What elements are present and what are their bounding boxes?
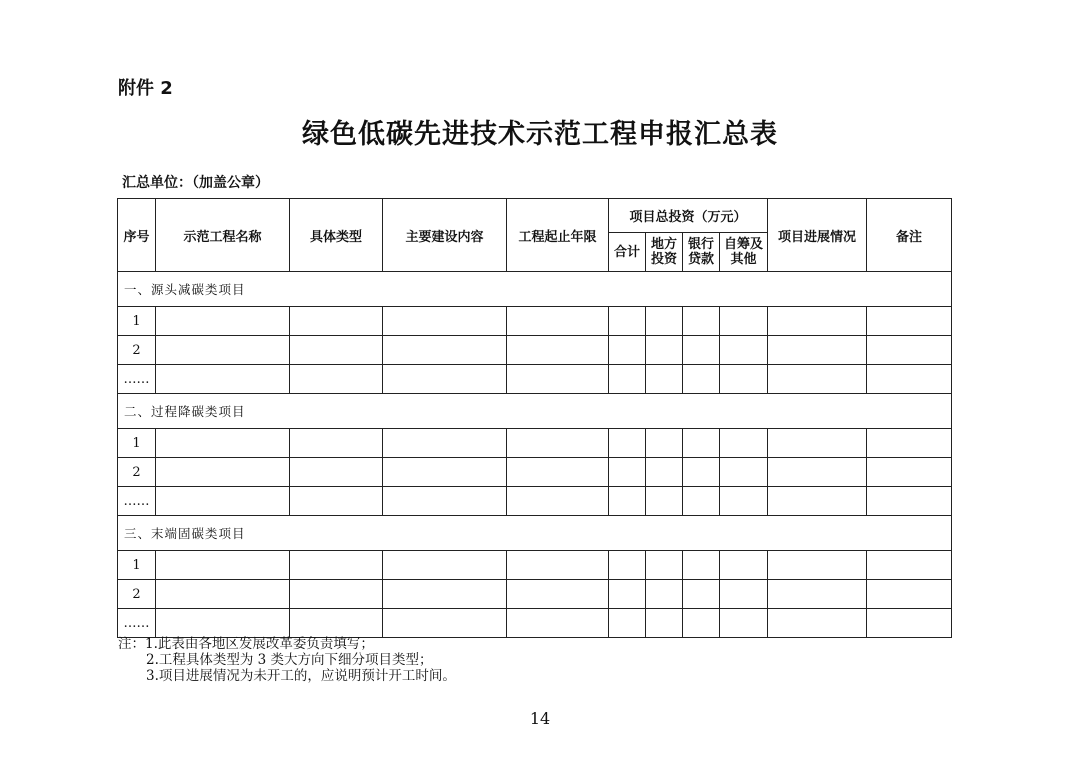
cell-project-name[interactable] [156, 609, 290, 638]
cell-investment-bank[interactable] [683, 307, 720, 336]
table-header [118, 199, 952, 272]
cell-investment-total[interactable] [609, 487, 646, 516]
cell-remarks[interactable] [867, 307, 952, 336]
cell-years[interactable] [507, 458, 609, 487]
cell-main-content[interactable] [383, 307, 507, 336]
cell-investment-local[interactable] [646, 487, 683, 516]
cell-project-name[interactable] [156, 551, 290, 580]
cell-specific-type[interactable] [290, 580, 383, 609]
cell-progress[interactable] [768, 609, 867, 638]
table-notes [118, 636, 456, 684]
cell-investment-self[interactable] [720, 609, 768, 638]
header-investment-self-line1: 自筹及 [724, 237, 764, 252]
table-row [118, 609, 952, 638]
cell-investment-self[interactable] [720, 307, 768, 336]
section-row [118, 272, 952, 307]
cell-specific-type[interactable] [290, 551, 383, 580]
cell-investment-bank[interactable] [683, 609, 720, 638]
cell-specific-type[interactable] [290, 487, 383, 516]
header-investment-bank [683, 233, 720, 272]
cell-project-name[interactable] [156, 336, 290, 365]
cell-remarks[interactable] [867, 429, 952, 458]
page-number: 14 [529, 709, 551, 728]
cell-progress[interactable] [768, 551, 867, 580]
cell-specific-type[interactable] [290, 365, 383, 394]
cell-investment-self[interactable] [720, 487, 768, 516]
cell-investment-total[interactable] [609, 336, 646, 365]
cell-main-content[interactable] [383, 580, 507, 609]
cell-project-name[interactable] [156, 580, 290, 609]
header-years: 工程起止年限 [507, 199, 609, 272]
header-specific-type: 具体类型 [290, 199, 383, 272]
row-number: 2 [118, 336, 156, 365]
cell-investment-self[interactable] [720, 336, 768, 365]
header-investment-total: 合计 [609, 233, 646, 272]
cell-investment-local[interactable] [646, 580, 683, 609]
cell-investment-bank[interactable] [683, 336, 720, 365]
cell-specific-type[interactable] [290, 336, 383, 365]
cell-investment-local[interactable] [646, 307, 683, 336]
cell-remarks[interactable] [867, 458, 952, 487]
section-row [118, 394, 952, 429]
section-row [118, 516, 952, 551]
cell-project-name[interactable] [156, 458, 290, 487]
table-row [118, 551, 952, 580]
table-row [118, 458, 952, 487]
cell-investment-local[interactable] [646, 365, 683, 394]
header-main-content: 主要建设内容 [383, 199, 507, 272]
cell-progress[interactable] [768, 580, 867, 609]
cell-investment-self[interactable] [720, 365, 768, 394]
cell-project-name[interactable] [156, 487, 290, 516]
section-title: 三、末端固碳类项目 [118, 516, 952, 551]
header-investment-self [720, 233, 768, 272]
cell-progress[interactable] [768, 458, 867, 487]
cell-specific-type[interactable] [290, 458, 383, 487]
cell-remarks[interactable] [867, 609, 952, 638]
cell-remarks[interactable] [867, 580, 952, 609]
header-project-name: 示范工程名称 [156, 199, 290, 272]
cell-specific-type[interactable] [290, 609, 383, 638]
row-number: 2 [118, 458, 156, 487]
cell-project-name[interactable] [156, 307, 290, 336]
row-number: …… [118, 365, 156, 394]
cell-investment-self[interactable] [720, 580, 768, 609]
cell-investment-self[interactable] [720, 458, 768, 487]
header-investment-bank-line1: 银行 [687, 237, 714, 252]
summary-unit-label: 汇总单位：（加盖公章） [122, 175, 269, 191]
cell-project-name[interactable] [156, 429, 290, 458]
cell-project-name[interactable] [156, 365, 290, 394]
table-row [118, 429, 952, 458]
cell-investment-self[interactable] [720, 429, 768, 458]
row-number: 1 [118, 551, 156, 580]
cell-progress[interactable] [768, 365, 867, 394]
cell-investment-bank[interactable] [683, 580, 720, 609]
header-investment-local-line1: 地方 [650, 237, 677, 252]
section-title: 一、源头减碳类项目 [118, 272, 952, 307]
application-summary-table [117, 198, 952, 638]
cell-investment-self[interactable] [720, 551, 768, 580]
cell-specific-type[interactable] [290, 429, 383, 458]
cell-specific-type[interactable] [290, 307, 383, 336]
header-remarks: 备注 [867, 199, 952, 272]
cell-investment-local[interactable] [646, 429, 683, 458]
table-row [118, 307, 952, 336]
cell-remarks[interactable] [867, 487, 952, 516]
row-number: 2 [118, 580, 156, 609]
header-investment-local [646, 233, 683, 272]
cell-years[interactable] [507, 487, 609, 516]
header-seq: 序号 [118, 199, 156, 272]
cell-investment-local[interactable] [646, 609, 683, 638]
cell-investment-total[interactable] [609, 365, 646, 394]
header-investment-local-line2: 投资 [650, 252, 677, 267]
cell-remarks[interactable] [867, 365, 952, 394]
header-investment-bank-line2: 贷款 [687, 252, 714, 267]
cell-years[interactable] [507, 336, 609, 365]
cell-investment-local[interactable] [646, 458, 683, 487]
cell-investment-bank[interactable] [683, 429, 720, 458]
cell-main-content[interactable] [383, 609, 507, 638]
cell-progress[interactable] [768, 307, 867, 336]
cell-remarks[interactable] [867, 336, 952, 365]
cell-main-content[interactable] [383, 429, 507, 458]
cell-remarks[interactable] [867, 551, 952, 580]
cell-years[interactable] [507, 307, 609, 336]
cell-investment-bank[interactable] [683, 458, 720, 487]
header-progress: 项目进展情况 [768, 199, 867, 272]
cell-years[interactable] [507, 429, 609, 458]
cell-investment-local[interactable] [646, 336, 683, 365]
note-line-2: 2.工程具体类型为 3 类大方向下细分项目类型； [146, 652, 433, 668]
cell-investment-total[interactable] [609, 429, 646, 458]
row-number: 1 [118, 429, 156, 458]
row-number: 1 [118, 307, 156, 336]
cell-main-content[interactable] [383, 458, 507, 487]
cell-main-content[interactable] [383, 365, 507, 394]
cell-investment-bank[interactable] [683, 487, 720, 516]
cell-investment-local[interactable] [646, 551, 683, 580]
cell-investment-total[interactable] [609, 307, 646, 336]
attachment-label: 附件 2 [118, 78, 173, 99]
header-investment-self-line2: 其他 [730, 252, 757, 267]
row-number: …… [118, 609, 156, 638]
cell-progress[interactable] [768, 429, 867, 458]
cell-years[interactable] [507, 580, 609, 609]
cell-progress[interactable] [768, 487, 867, 516]
cell-progress[interactable] [768, 336, 867, 365]
cell-main-content[interactable] [383, 336, 507, 365]
cell-years[interactable] [507, 551, 609, 580]
header-total-investment: 项目总投资（万元） [609, 199, 768, 233]
cell-investment-bank[interactable] [683, 365, 720, 394]
cell-investment-total[interactable] [609, 609, 646, 638]
table-row [118, 365, 952, 394]
cell-investment-total[interactable] [609, 580, 646, 609]
table-row [118, 487, 952, 516]
note-line-1: 注：1.此表由各地区发展改革委负责填写； [118, 636, 374, 652]
cell-investment-total[interactable] [609, 458, 646, 487]
table-row [118, 336, 952, 365]
document-title: 绿色低碳先进技术示范工程申报汇总表 [302, 119, 778, 150]
cell-main-content[interactable] [383, 551, 507, 580]
note-line-3: 3.项目进展情况为未开工的，应说明预计开工时间。 [146, 668, 456, 684]
cell-years[interactable] [507, 365, 609, 394]
cell-investment-total[interactable] [609, 551, 646, 580]
cell-investment-bank[interactable] [683, 551, 720, 580]
section-title: 二、过程降碳类项目 [118, 394, 952, 429]
table-row [118, 580, 952, 609]
cell-main-content[interactable] [383, 487, 507, 516]
row-number: …… [118, 487, 156, 516]
table-body [118, 272, 952, 638]
cell-years[interactable] [507, 609, 609, 638]
